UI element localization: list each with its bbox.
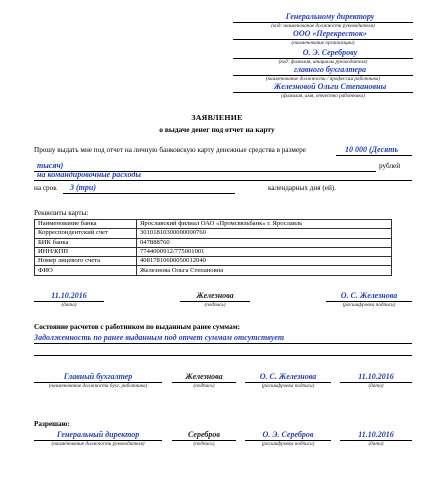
underline xyxy=(336,155,412,156)
caption: (дата) xyxy=(368,441,384,447)
table-row xyxy=(35,257,392,266)
table-row xyxy=(35,266,392,275)
caption: (код: наименование должности руководителя) xyxy=(271,23,375,29)
director-date: 11.10.2016 xyxy=(358,430,394,439)
accountant-position: Главный бухгалтер xyxy=(63,372,133,381)
requisites-heading: Реквизиты карты: xyxy=(34,209,89,217)
caption: (наименование должности руководителя) xyxy=(51,441,145,447)
employee-signature: Железнова xyxy=(196,291,234,300)
document-title: ЗАЯВЛЕНИЕ xyxy=(191,113,243,122)
row-value: 40817810600050012040 xyxy=(137,257,392,266)
accountant-signature: Железнова xyxy=(185,372,223,381)
caption: (наименование должности бухг. работника) xyxy=(48,383,148,389)
term-label: на срок xyxy=(34,184,57,192)
table-row xyxy=(35,229,392,238)
accountant-signature-decode: О. С. Железнова xyxy=(259,372,317,381)
caption: (наименование должности / профессии работника) xyxy=(265,76,381,82)
amount-value: 10 000 (Десять xyxy=(345,145,399,154)
organization: ООО «Перекресток» xyxy=(293,29,367,38)
caption: (подпись) xyxy=(193,441,215,447)
director-signature: Серебров xyxy=(188,430,220,439)
underline xyxy=(34,180,412,181)
row-value: 7744000912/775001001 xyxy=(137,247,392,256)
caption: (дата) xyxy=(368,383,384,389)
caption: (дата) xyxy=(61,302,77,308)
caption: (код: фамилия, инициалы руководителя) xyxy=(278,59,368,65)
accountant-date: 11.10.2016 xyxy=(358,372,394,381)
settlement-heading: Состояние расчетов с работником по выданным ранее суммам: xyxy=(34,323,240,331)
director-name: О. Э. Сереброву xyxy=(302,48,358,57)
row-key: Номер лицевого счета xyxy=(35,257,137,266)
requisites-table xyxy=(34,219,392,276)
employee-date: 11.10.2016 xyxy=(51,291,87,300)
caption: (расшифровка подписи) xyxy=(261,383,315,389)
underline xyxy=(34,343,412,344)
director-signature-decode: О. Э. Серебров xyxy=(262,430,314,439)
row-value: 30101810300000000760 xyxy=(137,229,392,238)
row-value: Ярославский филиал ОАО «Промсвязьбанк» г. Ярославль xyxy=(137,220,392,229)
caption: (расшифровка подписи) xyxy=(342,302,396,308)
row-key: Наименование банка xyxy=(35,220,137,229)
director-position: Генеральный директор xyxy=(56,430,140,439)
term-value: 3 (три) xyxy=(70,183,96,192)
purpose-value: на командировочные расходы xyxy=(37,170,141,179)
currency-label: рублей xyxy=(379,162,401,170)
caption: (подпись) xyxy=(204,302,226,308)
employee-position: главного бухгалтера xyxy=(294,65,366,74)
row-key: Корреспондентский счет xyxy=(35,229,137,238)
approve-heading: Разрешаю: xyxy=(34,420,70,428)
table-row xyxy=(35,238,392,247)
to-position: Генеральному директору xyxy=(285,12,375,21)
caption: (фамилия, имя, отчество работника) xyxy=(281,93,365,99)
caption: (наименование организации) xyxy=(291,40,355,46)
row-value: Железнова Ольга Степановна xyxy=(137,266,392,275)
row-key: ИНН/КПП xyxy=(35,247,137,256)
amount-continued: тысяч) xyxy=(37,161,64,170)
caption: (подпись) xyxy=(193,383,215,389)
row-key: ФИО xyxy=(35,266,137,275)
row-value: 047888760 xyxy=(137,238,392,247)
underline xyxy=(63,193,235,194)
employee-signature-decode: О. С. Железнова xyxy=(340,291,398,300)
table-row xyxy=(35,247,392,256)
underline xyxy=(34,355,412,356)
settlement-text: Задолженность по ранее выданным под отчет суммам отсутствует xyxy=(34,333,285,342)
term-suffix: календарных дня (ей). xyxy=(268,184,336,192)
table-row xyxy=(35,220,392,229)
employee-name: Железновой Ольги Степановны xyxy=(273,82,387,91)
row-key: БИК банка xyxy=(35,238,137,247)
request-line: Прошу выдать мне под отчет на личную банковскую карту денежные средства в размере xyxy=(34,146,306,154)
caption: (расшифровка подписи) xyxy=(261,441,315,447)
document-subtitle: о выдаче денег под отчет на карту xyxy=(159,125,275,134)
